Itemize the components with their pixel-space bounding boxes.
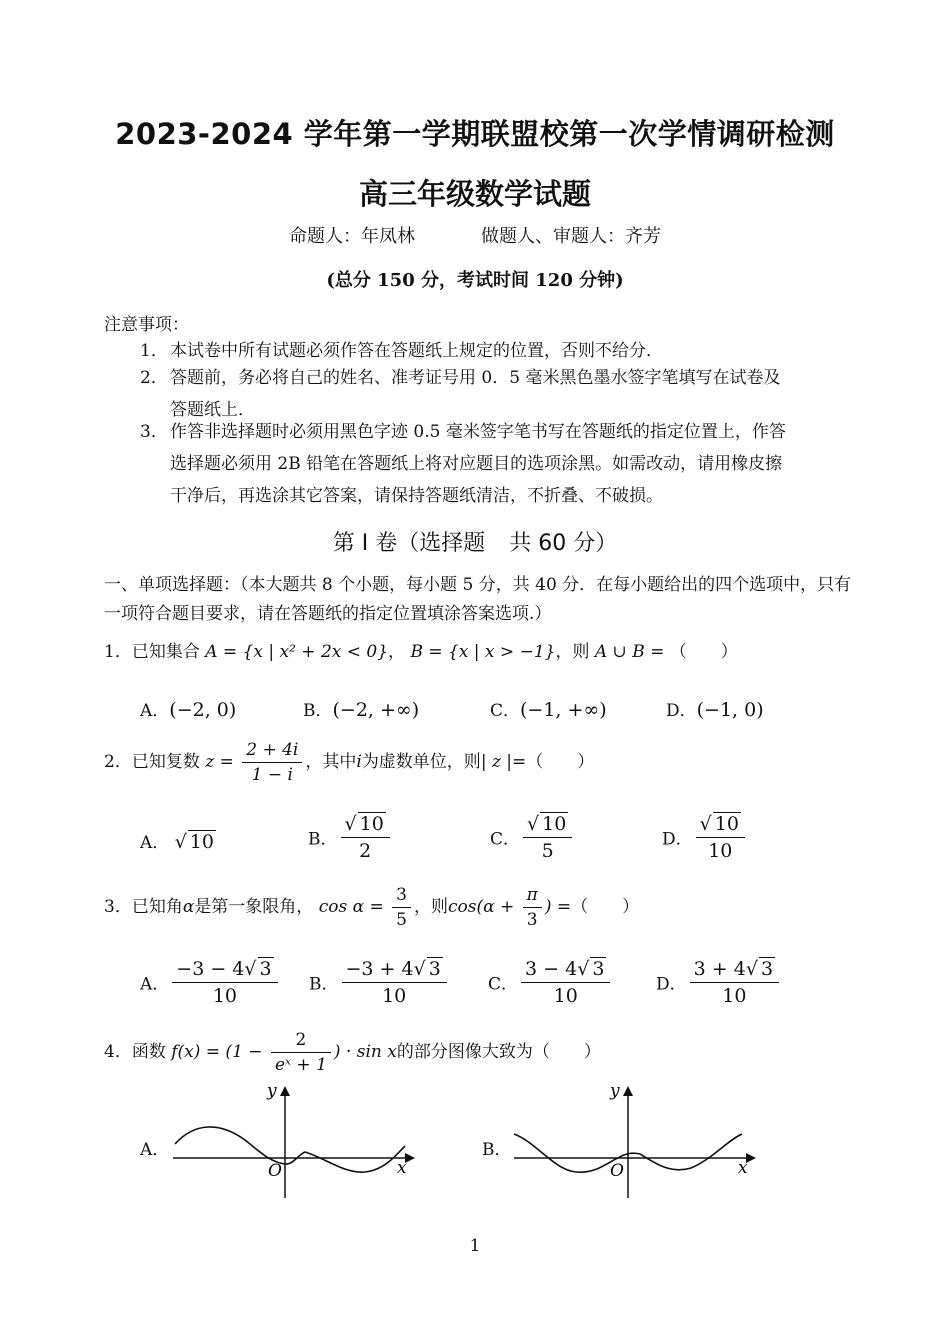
exam-title: 2023-2024 学年第一学期联盟校第一次学情调研检测 (115, 117, 835, 151)
part-instructions: 一、单项选择题：（本大题共 8 个小题，每小题 5 分，共 40 分．在每小题给出的四个选项中，只有一项符合题目要求，请在答题纸的指定位置填涂答案选项.） (104, 575, 852, 624)
question-4: 4．函数 f(x) = (1 − $\frac{2}{\text{eˣ + 1}}$ ) · sin x的部分图像大致为（ ） (104, 1030, 601, 1075)
axis-x-label: x (738, 1158, 748, 1178)
q1-option-b: B．(−2, +∞) (303, 699, 420, 721)
total-score-line: (总分 150 分，考试时间 120 分钟) (326, 270, 624, 291)
axis-x-label: x (397, 1158, 407, 1178)
q3-option-a: A． $\frac{-3 - 4√ 3}{10}$ (140, 957, 281, 1007)
q4-graph-b (506, 1082, 756, 1202)
q2-option-b: B． $\frac{√ 10}{2}$ (308, 812, 393, 862)
origin-label: O (268, 1161, 282, 1181)
q3-option-b: B． $\frac{-3 + 4√ 3}{10}$ (309, 957, 450, 1007)
axis-y-label: y (267, 1082, 277, 1101)
notice-item-1: 1． 本试卷中所有试题必须作答在答题纸上规定的位置，否则不给分． (140, 341, 663, 361)
notice-item-3: 3． 作答非选择题时必须用黑色字迹 0.5 毫米签字笔书写在答题纸的指定位置上，作答 选择题必须用 2B 铅笔在答题纸上将对应题目的选项涂黑。如需改动，请用橡皮擦 干净后，再选涂其它答案，请保持答题纸清洁，不折叠、不破损。 (140, 422, 786, 506)
q3-option-c: C． $\frac{3 - 4√ 3}{10}$ (488, 957, 613, 1007)
page-number: 1 (469, 1236, 481, 1256)
q2-option-d: D． $\frac{√ 10}{10}$ (662, 812, 748, 862)
q4-option-a-label: A． (140, 1140, 170, 1160)
question-3: 3．已知角α是第一象限角， cos α = $\frac{3}{5}$ ，则cos(α + $\frac{\pi}{3}$ ) =（ ） (104, 885, 640, 930)
q1-option-a: A．(−2, 0) (140, 699, 237, 721)
axis-y-label: y (610, 1082, 620, 1101)
q2-fraction: $\frac{2 + 4i}{1 - i}$ (242, 740, 302, 785)
q1-option-d: D．(−1, 0) (666, 699, 764, 721)
q2-option-a: A． √ 10 (140, 831, 214, 853)
authors-line (0, 222, 950, 248)
union-expr: A ∪ B = (594, 642, 665, 662)
q3-option-d: D． $\frac{3 + 4√ 3}{10}$ (656, 957, 782, 1007)
author-right: 做题人、审题人：齐芳 (481, 226, 661, 247)
q4-option-b-label: B． (482, 1140, 512, 1160)
exam-subtitle: 高三年级数学试题 (358, 177, 591, 211)
q2-option-c: C． $\frac{√ 10}{5}$ (490, 812, 575, 862)
notice-title: 注意事项： (104, 315, 189, 335)
origin-label: O (610, 1161, 624, 1181)
notice-item-2: 2． 答题前，务必将自己的姓名、准考证号用 0．5 毫米黑色墨水签字笔填写在试卷及 答题纸上． (140, 368, 781, 420)
author-left: 命题人：年凤林 (289, 226, 415, 247)
section-title: 第 I 卷（选择题 共 60 分） (332, 531, 618, 556)
set-a: A = {x | x² + 2x < 0} (205, 642, 389, 662)
q4-graph-a (165, 1082, 415, 1202)
q1-option-c: C．(−1, +∞) (490, 699, 607, 721)
question-1: 1．已知集合 A = {x | x² + 2x < 0}， B = {x | x > −1}，则 A ∪ B = （ ） (104, 642, 738, 662)
question-2: 2．已知复数 z = $\frac{2 + 4i}{1 - i}$ ，其中i为虚数单位，则| z |=（ ） (104, 740, 595, 785)
set-b: B = {x | x > −1} (410, 642, 556, 662)
